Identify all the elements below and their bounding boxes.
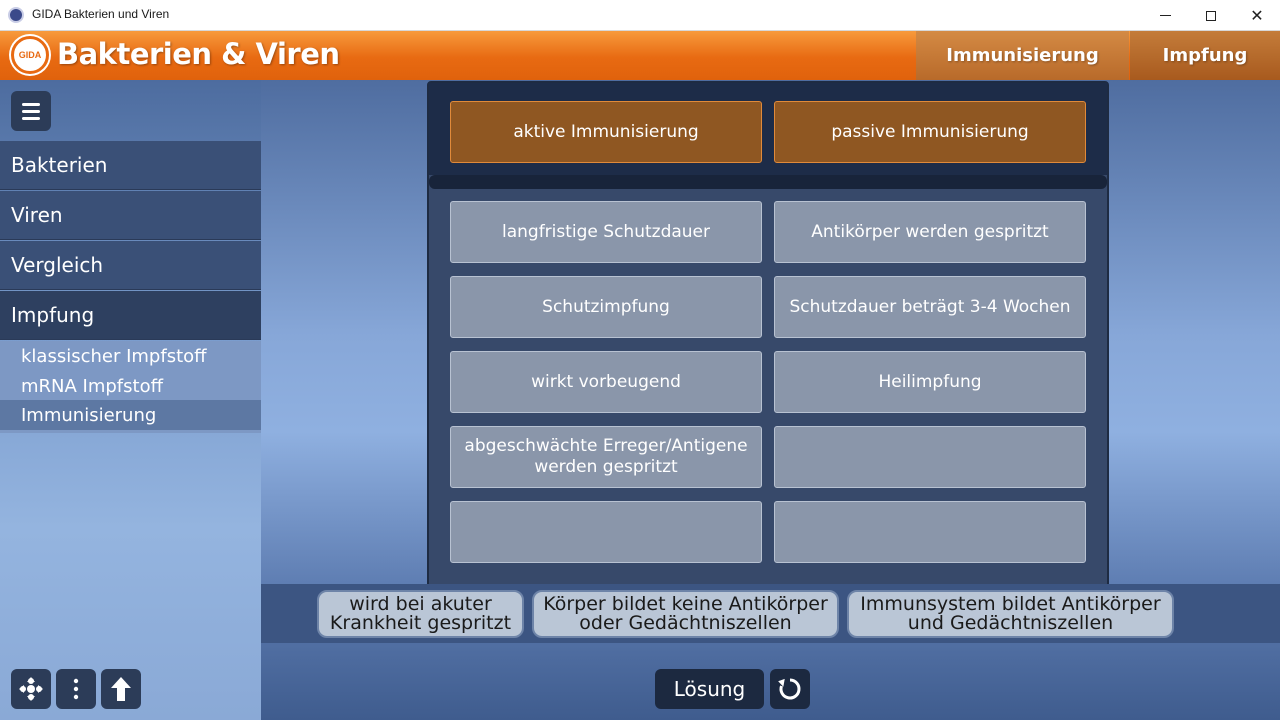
drop-slot-left[interactable]: langfristige Schutzdauer bbox=[450, 201, 762, 263]
panel-divider bbox=[429, 175, 1107, 189]
app-icon bbox=[8, 7, 24, 23]
move-icon bbox=[17, 675, 45, 703]
minimize-button[interactable] bbox=[1142, 0, 1188, 31]
drop-slot-right[interactable]: Schutzdauer beträgt 3-4 Wochen bbox=[774, 276, 1086, 338]
app-header bbox=[0, 31, 1280, 80]
hamburger-icon bbox=[22, 103, 40, 106]
gida-logo bbox=[11, 36, 49, 74]
minimize-icon bbox=[1160, 15, 1171, 16]
drop-slot-right[interactable]: Antikörper werden gespritzt bbox=[774, 201, 1086, 263]
sorting-panel bbox=[427, 81, 1109, 590]
draggable-chip[interactable]: Immunsystem bildet Antikörper und Gedächtniszellen bbox=[847, 590, 1174, 638]
arrow-up-icon bbox=[110, 676, 132, 702]
drop-slot-left[interactable]: Schutzimpfung bbox=[450, 276, 762, 338]
column-header-passive: passive Immunisierung bbox=[774, 101, 1086, 163]
drop-slot-right[interactable]: Heilimpfung bbox=[774, 351, 1086, 413]
drop-slot-left[interactable] bbox=[450, 501, 762, 563]
breadcrumb-impfung[interactable]: Impfung bbox=[1130, 31, 1280, 80]
navigation-button[interactable] bbox=[11, 669, 51, 709]
reset-button[interactable] bbox=[770, 669, 810, 709]
window-titlebar bbox=[0, 0, 1280, 31]
draggable-chip[interactable]: wird bei akuter Krankheit gespritzt bbox=[317, 590, 524, 638]
sidebar bbox=[0, 80, 261, 720]
menu-button[interactable] bbox=[11, 91, 51, 131]
breadcrumb-immunisierung[interactable]: Immunisierung bbox=[916, 31, 1129, 80]
drop-slot-right[interactable] bbox=[774, 426, 1086, 488]
app-title: Bakterien & Viren bbox=[57, 37, 340, 71]
drop-slot-left[interactable]: wirkt vorbeugend bbox=[450, 351, 762, 413]
more-vertical-icon bbox=[73, 678, 79, 700]
sidebar-item-bakterien[interactable]: Bakterien bbox=[0, 141, 261, 190]
more-options-button[interactable] bbox=[56, 669, 96, 709]
reset-icon bbox=[777, 676, 803, 702]
sidebar-item-viren[interactable]: Viren bbox=[0, 191, 261, 240]
sidebar-subitem-immunisierung[interactable]: Immunisierung bbox=[0, 400, 261, 430]
logo-text: GIDA bbox=[18, 50, 42, 60]
drop-slot-right[interactable] bbox=[774, 501, 1086, 563]
hamburger-icon-line bbox=[22, 117, 40, 120]
close-button[interactable] bbox=[1234, 0, 1280, 31]
drop-slot-left[interactable]: abgeschwächte Erreger/Antigene werden gespritzt bbox=[450, 426, 762, 488]
hamburger-icon-line bbox=[22, 110, 40, 113]
sidebar-subitem-klassischer-impfstoff[interactable]: klassischer Impfstoff bbox=[21, 345, 207, 367]
maximize-button[interactable] bbox=[1188, 0, 1234, 31]
maximize-icon bbox=[1206, 11, 1216, 21]
solution-button[interactable]: Lösung bbox=[655, 669, 764, 709]
close-icon: ✕ bbox=[1250, 6, 1264, 25]
window-title: GIDA Bakterien und Viren bbox=[32, 7, 170, 21]
scroll-up-button[interactable] bbox=[101, 669, 141, 709]
draggable-chip[interactable]: Körper bildet keine Antikörper oder Gedächtniszellen bbox=[532, 590, 839, 638]
sidebar-subitem-mrna-impfstoff[interactable]: mRNA Impfstoff bbox=[21, 375, 163, 397]
column-header-aktive: aktive Immunisierung bbox=[450, 101, 762, 163]
sidebar-item-vergleich[interactable]: Vergleich bbox=[0, 241, 261, 290]
sidebar-item-impfung[interactable]: Impfung bbox=[0, 291, 261, 340]
